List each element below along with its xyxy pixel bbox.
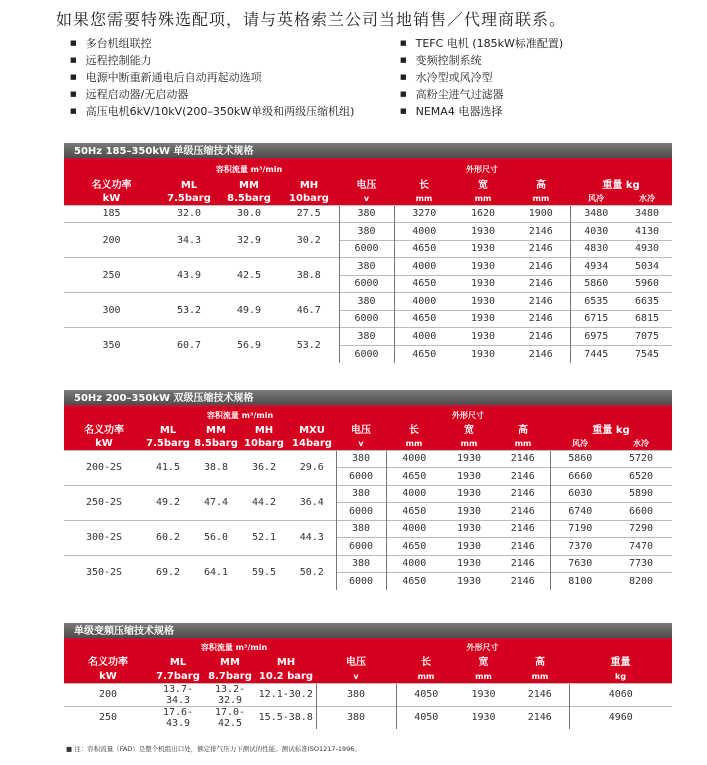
table-cell: 3480 xyxy=(622,205,672,223)
table-cell: 5720 xyxy=(610,450,672,468)
table-cell: 2146 xyxy=(496,450,550,468)
power-unit: kW xyxy=(64,437,144,450)
table-row xyxy=(64,223,672,241)
table-cell: 4130 xyxy=(622,223,672,241)
table-cell: 380 xyxy=(336,555,386,573)
vsd-spec-section xyxy=(64,623,672,729)
table-cell: 6000 xyxy=(339,275,394,293)
table-cell: 5960 xyxy=(622,275,672,293)
table-cell: 1930 xyxy=(442,520,496,538)
table-cell: 56.9 xyxy=(219,328,279,363)
table-cell: 380 xyxy=(339,258,394,276)
table-cell: 7075 xyxy=(622,328,672,346)
length-header: 长 xyxy=(386,423,442,437)
table-cell: 32.0 xyxy=(159,205,219,223)
table-cell: 1930 xyxy=(454,310,512,328)
table-body xyxy=(64,450,672,590)
table-cell: 8100 xyxy=(550,573,610,591)
mm-unit: 8.5barg xyxy=(192,437,240,450)
mh-unit: 10barg xyxy=(279,192,339,205)
table-cell: 49.2 xyxy=(144,485,192,520)
table-cell: 32.9 xyxy=(219,223,279,258)
table-row xyxy=(64,205,672,223)
mh-header: MH xyxy=(240,423,288,437)
table-cell: 1930 xyxy=(456,706,511,729)
table-cell: 49.9 xyxy=(219,293,279,328)
table-row xyxy=(64,555,672,573)
page-headline: 如果您需要特殊选配项，请与英格索兰公司当地销售／代理商联系。 xyxy=(56,10,567,29)
table-header xyxy=(64,407,672,450)
table-cell: 42.5 xyxy=(219,258,279,293)
table-cell: 2146 xyxy=(512,310,570,328)
table-row xyxy=(64,683,672,706)
table-cell: 6975 xyxy=(570,328,622,346)
table-cell: 3270 xyxy=(394,205,454,223)
table-cell: 27.5 xyxy=(279,205,339,223)
dims-header: 外形尺寸 xyxy=(394,160,570,178)
mm-header: MM xyxy=(204,655,256,670)
table-cell: 44.2 xyxy=(240,485,288,520)
table-title-bar: 50Hz 200–350kW 双级压缩技术规格 xyxy=(64,390,672,407)
voltage-unit: v xyxy=(316,670,396,683)
flow-header: 容积流量 m³/min xyxy=(144,407,336,423)
table-cell: 50.2 xyxy=(288,555,336,590)
table-row xyxy=(64,450,672,468)
table-cell: 4650 xyxy=(386,468,442,486)
table-cell: 1930 xyxy=(442,468,496,486)
option-item: ■ 远程控制能力 xyxy=(70,53,354,70)
table-cell: 6660 xyxy=(550,468,610,486)
table-cell: 56.0 xyxy=(192,520,240,555)
table-cell: 4000 xyxy=(394,328,454,346)
two-stage-spec-section xyxy=(64,390,672,590)
table-cell: 380 xyxy=(339,293,394,311)
flow-header: 容积流量 m³/min xyxy=(159,160,339,178)
table-cell: 4000 xyxy=(386,555,442,573)
single-stage-spec-table xyxy=(64,160,672,363)
two-stage-spec-table xyxy=(64,407,672,590)
table-cell: 4650 xyxy=(386,503,442,521)
table-cell: 250 xyxy=(64,258,159,293)
table-cell: 4930 xyxy=(622,240,672,258)
table-cell: 2146 xyxy=(512,258,570,276)
table-cell: 6520 xyxy=(610,468,672,486)
table-cell: 6030 xyxy=(550,485,610,503)
table-cell: 1930 xyxy=(454,258,512,276)
power-header: 名义功率 xyxy=(64,655,152,670)
table-row xyxy=(64,258,672,276)
table-cell: 250-2S xyxy=(64,485,144,520)
table-cell: 13.2-32.9 xyxy=(204,683,256,706)
table-cell: 1620 xyxy=(454,205,512,223)
table-cell: 6000 xyxy=(336,573,386,591)
voltage-header: 电压 xyxy=(339,178,394,192)
table-cell: 43.9 xyxy=(159,258,219,293)
air-cooled-header: 风冷 xyxy=(550,437,610,450)
table-cell: 7370 xyxy=(550,538,610,556)
weight-header: 重量 kg xyxy=(550,423,672,437)
table-cell: 4030 xyxy=(570,223,622,241)
table-cell: 52.1 xyxy=(240,520,288,555)
table-cell: 6715 xyxy=(570,310,622,328)
table-cell: 6000 xyxy=(336,503,386,521)
table-title-bar: 单级变频压缩技术规格 xyxy=(64,623,672,640)
width-header: 宽 xyxy=(454,178,512,192)
table-row xyxy=(64,706,672,729)
table-body xyxy=(64,205,672,363)
mh-header: MH xyxy=(256,655,316,670)
table-cell: 200 xyxy=(64,683,152,706)
table-cell: 4650 xyxy=(394,275,454,293)
table-cell: 60.2 xyxy=(144,520,192,555)
table-row xyxy=(64,520,672,538)
voltage-unit: v xyxy=(339,192,394,205)
length-header: 长 xyxy=(396,655,456,670)
table-cell: 41.5 xyxy=(144,450,192,485)
table-cell: 3480 xyxy=(570,205,622,223)
dims-header: 外形尺寸 xyxy=(396,640,569,655)
width-unit: mm xyxy=(442,437,496,450)
mxu-header: MXU xyxy=(288,423,336,437)
width-header: 宽 xyxy=(442,423,496,437)
table-cell: 1930 xyxy=(456,683,511,706)
width-header: 宽 xyxy=(456,655,511,670)
table-cell: 2146 xyxy=(512,345,570,363)
option-item: ■ TEFC 电机 (185kW标准配置) xyxy=(400,36,563,53)
table-cell: 380 xyxy=(336,485,386,503)
table-cell: 4000 xyxy=(386,450,442,468)
table-cell: 300 xyxy=(64,293,159,328)
table-cell: 38.8 xyxy=(279,258,339,293)
weight-header: 重量 xyxy=(569,655,672,670)
table-cell: 6000 xyxy=(339,240,394,258)
table-cell: 2146 xyxy=(512,223,570,241)
table-cell: 2146 xyxy=(511,706,569,729)
table-cell: 1930 xyxy=(442,555,496,573)
height-unit: mm xyxy=(511,670,569,683)
table-cell: 15.5-38.8 xyxy=(256,706,316,729)
table-cell: 4060 xyxy=(569,683,672,706)
table-cell: 4000 xyxy=(394,258,454,276)
table-cell: 250 xyxy=(64,706,152,729)
table-cell: 38.8 xyxy=(192,450,240,485)
table-cell: 12.1-30.2 xyxy=(256,683,316,706)
table-cell: 60.7 xyxy=(159,328,219,363)
option-item: ■ 变频控制系统 xyxy=(400,53,563,70)
voltage-header: 电压 xyxy=(336,423,386,437)
flow-header: 容积流量 m³/min xyxy=(152,640,316,655)
air-cooled-header: 风冷 xyxy=(570,192,622,205)
ml-header: ML xyxy=(152,655,204,670)
table-cell: 380 xyxy=(339,328,394,346)
table-cell: 1930 xyxy=(454,328,512,346)
table-cell: 2146 xyxy=(512,328,570,346)
length-header: 长 xyxy=(394,178,454,192)
table-cell: 4650 xyxy=(394,240,454,258)
option-item: ■ 水冷型或风冷型 xyxy=(400,70,563,87)
table-cell: 2146 xyxy=(496,555,550,573)
table-cell: 59.5 xyxy=(240,555,288,590)
table-header xyxy=(64,640,672,683)
single-stage-spec-section xyxy=(64,143,672,363)
table-cell: 64.1 xyxy=(192,555,240,590)
dims-header: 外形尺寸 xyxy=(386,407,550,423)
table-cell: 5860 xyxy=(550,450,610,468)
table-cell: 44.3 xyxy=(288,520,336,555)
table-cell: 4934 xyxy=(570,258,622,276)
table-cell: 380 xyxy=(339,205,394,223)
table-cell: 7190 xyxy=(550,520,610,538)
table-cell: 2146 xyxy=(496,485,550,503)
length-unit: mm xyxy=(396,670,456,683)
table-cell: 2146 xyxy=(512,293,570,311)
table-cell: 4650 xyxy=(386,573,442,591)
height-unit: mm xyxy=(496,437,550,450)
mm-unit: 8.5barg xyxy=(219,192,279,205)
table-body xyxy=(64,683,672,729)
height-unit: mm xyxy=(512,192,570,205)
mm-header: MM xyxy=(192,423,240,437)
table-cell: 185 xyxy=(64,205,159,223)
option-item: ■ 多台机组联控 xyxy=(70,36,354,53)
mm-unit: 8.7barg xyxy=(204,670,256,683)
table-cell: 53.2 xyxy=(279,328,339,363)
table-cell: 1930 xyxy=(442,450,496,468)
table-cell: 4050 xyxy=(396,683,456,706)
voltage-header: 电压 xyxy=(316,655,396,670)
table-cell: 6600 xyxy=(610,503,672,521)
table-cell: 380 xyxy=(316,683,396,706)
table-cell: 53.2 xyxy=(159,293,219,328)
table-cell: 4000 xyxy=(386,520,442,538)
table-cell: 8200 xyxy=(610,573,672,591)
ml-unit: 7.7barg xyxy=(152,670,204,683)
table-cell: 7445 xyxy=(570,345,622,363)
height-header: 高 xyxy=(496,423,550,437)
table-cell: 46.7 xyxy=(279,293,339,328)
table-header xyxy=(64,160,672,205)
table-cell: 1900 xyxy=(512,205,570,223)
table-cell: 17.0-42.5 xyxy=(204,706,256,729)
table-cell: 350-2S xyxy=(64,555,144,590)
table-cell: 6535 xyxy=(570,293,622,311)
ml-header: ML xyxy=(144,423,192,437)
length-unit: mm xyxy=(394,192,454,205)
table-cell: 1930 xyxy=(454,345,512,363)
table-cell: 6815 xyxy=(622,310,672,328)
mh-unit: 10.2 barg xyxy=(256,670,316,683)
table-cell: 4000 xyxy=(386,485,442,503)
table-cell: 34.3 xyxy=(159,223,219,258)
table-cell: 4960 xyxy=(569,706,672,729)
table-cell: 6000 xyxy=(339,310,394,328)
table-cell: 380 xyxy=(339,223,394,241)
table-row xyxy=(64,485,672,503)
height-header: 高 xyxy=(512,178,570,192)
weight-unit: kg xyxy=(569,670,672,683)
table-cell: 4000 xyxy=(394,223,454,241)
table-cell: 2146 xyxy=(496,573,550,591)
table-row xyxy=(64,293,672,311)
options-list-left xyxy=(70,36,354,121)
table-cell: 2146 xyxy=(512,275,570,293)
table-cell: 2146 xyxy=(496,520,550,538)
option-item: ■ 高粉尘进气过滤器 xyxy=(400,87,563,104)
water-cooled-header: 水冷 xyxy=(610,437,672,450)
vsd-spec-table xyxy=(64,640,672,729)
table-cell: 30.0 xyxy=(219,205,279,223)
table-cell: 6000 xyxy=(336,538,386,556)
table-cell: 4650 xyxy=(394,310,454,328)
table-cell: 36.2 xyxy=(240,450,288,485)
mxu-unit: 14barg xyxy=(288,437,336,450)
voltage-unit: v xyxy=(336,437,386,450)
ml-unit: 7.5barg xyxy=(144,437,192,450)
mm-header: MM xyxy=(219,178,279,192)
table-cell: 380 xyxy=(336,520,386,538)
mh-header: MH xyxy=(279,178,339,192)
table-cell: 300-2S xyxy=(64,520,144,555)
table-cell: 7290 xyxy=(610,520,672,538)
table-cell: 6740 xyxy=(550,503,610,521)
table-title-bar: 50Hz 185–350kW 单级压缩技术规格 xyxy=(64,143,672,160)
ml-header: ML xyxy=(159,178,219,192)
table-cell: 30.2 xyxy=(279,223,339,258)
power-unit: kW xyxy=(64,670,152,683)
power-header: 名义功率 xyxy=(64,423,144,437)
table-cell: 5890 xyxy=(610,485,672,503)
table-cell: 200-2S xyxy=(64,450,144,485)
option-item: ■ 高压电机6kV/10kV(200–350kW单级和两级压缩机组) xyxy=(70,104,354,121)
table-cell: 47.4 xyxy=(192,485,240,520)
table-cell: 4830 xyxy=(570,240,622,258)
mh-unit: 10barg xyxy=(240,437,288,450)
table-cell: 380 xyxy=(336,450,386,468)
table-cell: 7730 xyxy=(610,555,672,573)
table-cell: 29.6 xyxy=(288,450,336,485)
table-cell: 7545 xyxy=(622,345,672,363)
table-cell: 1930 xyxy=(454,240,512,258)
options-list-right xyxy=(400,36,563,121)
table-cell: 6000 xyxy=(339,345,394,363)
table-cell: 5860 xyxy=(570,275,622,293)
table-cell: 36.4 xyxy=(288,485,336,520)
table-cell: 13.7-34.3 xyxy=(152,683,204,706)
table-cell: 2146 xyxy=(496,538,550,556)
table-cell: 350 xyxy=(64,328,159,363)
table-cell: 1930 xyxy=(442,538,496,556)
table-cell: 1930 xyxy=(442,573,496,591)
table-cell: 4650 xyxy=(394,345,454,363)
table-cell: 1930 xyxy=(442,503,496,521)
option-item: ■ 电源中断重新通电后自动再起动选项 xyxy=(70,70,354,87)
table-cell: 2146 xyxy=(496,503,550,521)
table-cell: 1930 xyxy=(442,485,496,503)
table-row xyxy=(64,328,672,346)
table-cell: 7470 xyxy=(610,538,672,556)
table-cell: 69.2 xyxy=(144,555,192,590)
table-cell: 1930 xyxy=(454,223,512,241)
table-cell: 6635 xyxy=(622,293,672,311)
table-cell: 17.6-43.9 xyxy=(152,706,204,729)
water-cooled-header: 水冷 xyxy=(622,192,672,205)
table-cell: 7630 xyxy=(550,555,610,573)
table-cell: 380 xyxy=(316,706,396,729)
table-cell: 2146 xyxy=(512,240,570,258)
height-header: 高 xyxy=(511,655,569,670)
table-cell: 2146 xyxy=(511,683,569,706)
table-cell: 2146 xyxy=(496,468,550,486)
table-cell: 4050 xyxy=(396,706,456,729)
table-cell: 1930 xyxy=(454,275,512,293)
width-unit: mm xyxy=(454,192,512,205)
ml-unit: 7.5barg xyxy=(159,192,219,205)
length-unit: mm xyxy=(386,437,442,450)
table-cell: 6000 xyxy=(336,468,386,486)
table-cell: 1930 xyxy=(454,293,512,311)
width-unit: mm xyxy=(456,670,511,683)
table-cell: 200 xyxy=(64,223,159,258)
option-item: ■ 远程启动器/无启动器 xyxy=(70,87,354,104)
power-header: 名义功率 xyxy=(64,178,159,192)
option-item: ■ NEMA4 电器选择 xyxy=(400,104,563,121)
table-cell: 4000 xyxy=(394,293,454,311)
power-unit: kW xyxy=(64,192,159,205)
table-cell: 5034 xyxy=(622,258,672,276)
table-cell: 4650 xyxy=(386,538,442,556)
weight-header: 重量 kg xyxy=(570,178,672,192)
footnote: ■ 注：容积流量（FAD）是整个机组出口处，额定排气压力下测试的性能。测试标准ISO1217-1996。 xyxy=(66,745,361,753)
